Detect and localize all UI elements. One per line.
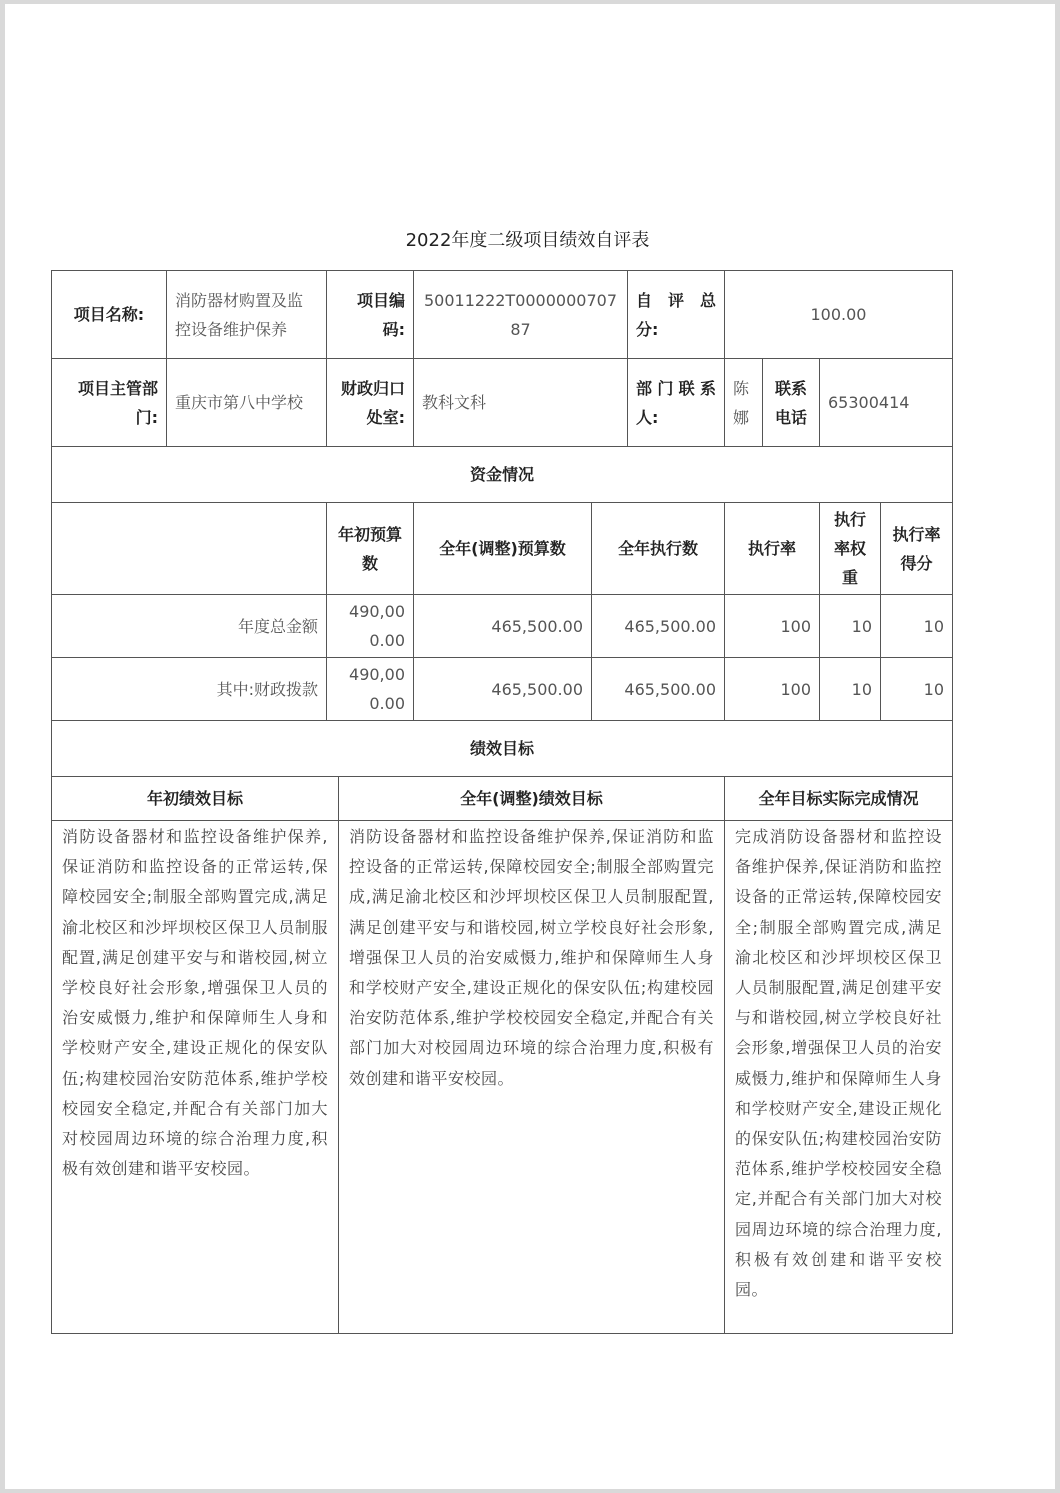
goals-actual-text: 完成消防设备器材和监控设备维护保养,保证消防和监控设备的正常运转,保障校园安全;制服全部购置完成,满足渝北校区和沙坪坝校区保卫人员制服配置,满足创建平安与和谐校园,树立学校良好社会形象,增强保卫人员的治安威慑力,维护和保障师生人身和学校财产安全,建设正规化的保安队伍;构建校园治安防范体系,维护学校校园安全稳定,并配合有关部门加大对校园周边环境的综合治理力度,积极有效创建和谐平安校园。 (725, 821, 953, 1334)
goals-section-row (52, 721, 953, 777)
funds-header-executed: 全年执行数 (592, 503, 725, 595)
document-page (5, 4, 1055, 1489)
funds-header-row (52, 503, 953, 595)
funds-header-adjusted-budget: 全年(调整)预算数 (414, 503, 592, 595)
project-row-2 (52, 359, 953, 447)
funds-row-label: 其中:财政拨款 (52, 658, 327, 721)
funds-header-weight: 执行率权重 (820, 503, 881, 595)
phone-label: 联系电话 (763, 359, 820, 447)
contact-value: 陈娜 (725, 359, 763, 447)
funds-row-fiscal (52, 658, 953, 721)
phone-value: 65300414 (820, 359, 953, 447)
dept-value: 重庆市第八中学校 (167, 359, 327, 447)
project-code-value: 50011222T000000070787 (414, 271, 628, 359)
funds-cell-score: 10 (881, 658, 953, 721)
self-score-value: 100.00 (725, 271, 953, 359)
funds-cell-executed: 465,500.00 (592, 595, 725, 658)
funds-cell-weight: 10 (820, 658, 881, 721)
funds-cell-weight: 10 (820, 595, 881, 658)
document-title: 2022年度二级项目绩效自评表 (405, 230, 650, 251)
funds-section-title: 资金情况 (52, 447, 953, 503)
finance-office-label: 财政归口处室: (327, 359, 414, 447)
self-score-label: 自 评 总分: (628, 271, 725, 359)
dept-label: 项目主管部门: (52, 359, 167, 447)
goals-content-row (52, 821, 953, 1334)
goals-initial-text: 消防设备器材和监控设备维护保养,保证消防和监控设备的正常运转,保障校园安全;制服全部购置完成,满足渝北校区和沙坪坝校区保卫人员制服配置,满足创建平安与和谐校园,树立学校良好社会形象,增强保卫人员的治安威慑力,维护和保障师生人身和学校财产安全,建设正规化的保安队伍;构建校园治安防范体系,维护学校校园安全稳定,并配合有关部门加大对校园周边环境的综合治理力度,积极有效创建和谐平安校园。 (52, 821, 339, 1334)
funds-cell-adjusted-budget: 465,500.00 (414, 595, 592, 658)
project-row-1 (52, 271, 953, 359)
funds-header-rate: 执行率 (725, 503, 820, 595)
funds-header-blank (52, 503, 327, 595)
funds-cell-rate: 100 (725, 595, 820, 658)
project-name-value: 消防器材购置及监控设备维护保养 (167, 271, 327, 359)
goals-header-initial: 年初绩效目标 (52, 777, 339, 821)
contact-label: 部门联系人: (628, 359, 725, 447)
funds-cell-adjusted-budget: 465,500.00 (414, 658, 592, 721)
goals-header-adjusted: 全年(调整)绩效目标 (339, 777, 725, 821)
goals-header-row (52, 777, 953, 821)
funds-row-label: 年度总金额 (52, 595, 327, 658)
performance-table (51, 270, 953, 1334)
goals-header-actual: 全年目标实际完成情况 (725, 777, 953, 821)
funds-cell-score: 10 (881, 595, 953, 658)
funds-row-total (52, 595, 953, 658)
finance-office-value: 教科文科 (414, 359, 628, 447)
project-name-label: 项目名称: (52, 271, 167, 359)
funds-cell-initial-budget: 490,000.00 (327, 595, 414, 658)
funds-cell-initial-budget: 490,000.00 (327, 658, 414, 721)
funds-cell-rate: 100 (725, 658, 820, 721)
goals-adjusted-text: 消防设备器材和监控设备维护保养,保证消防和监控设备的正常运转,保障校园安全;制服全部购置完成,满足渝北校区和沙坪坝校区保卫人员制服配置,满足创建平安与和谐校园,树立学校良好社会形象,增强保卫人员的治安威慑力,维护和保障师生人身和学校财产安全,建设正规化的保安队伍;构建校园治安防范体系,维护学校校园安全稳定,并配合有关部门加大对校园周边环境的综合治理力度,积极有效创建和谐平安校园。 (339, 821, 725, 1334)
project-code-label: 项目编码: (327, 271, 414, 359)
funds-section-row (52, 447, 953, 503)
funds-cell-executed: 465,500.00 (592, 658, 725, 721)
funds-header-score: 执行率得分 (881, 503, 953, 595)
goals-section-title: 绩效目标 (52, 721, 953, 777)
funds-header-initial-budget: 年初预算数 (327, 503, 414, 595)
